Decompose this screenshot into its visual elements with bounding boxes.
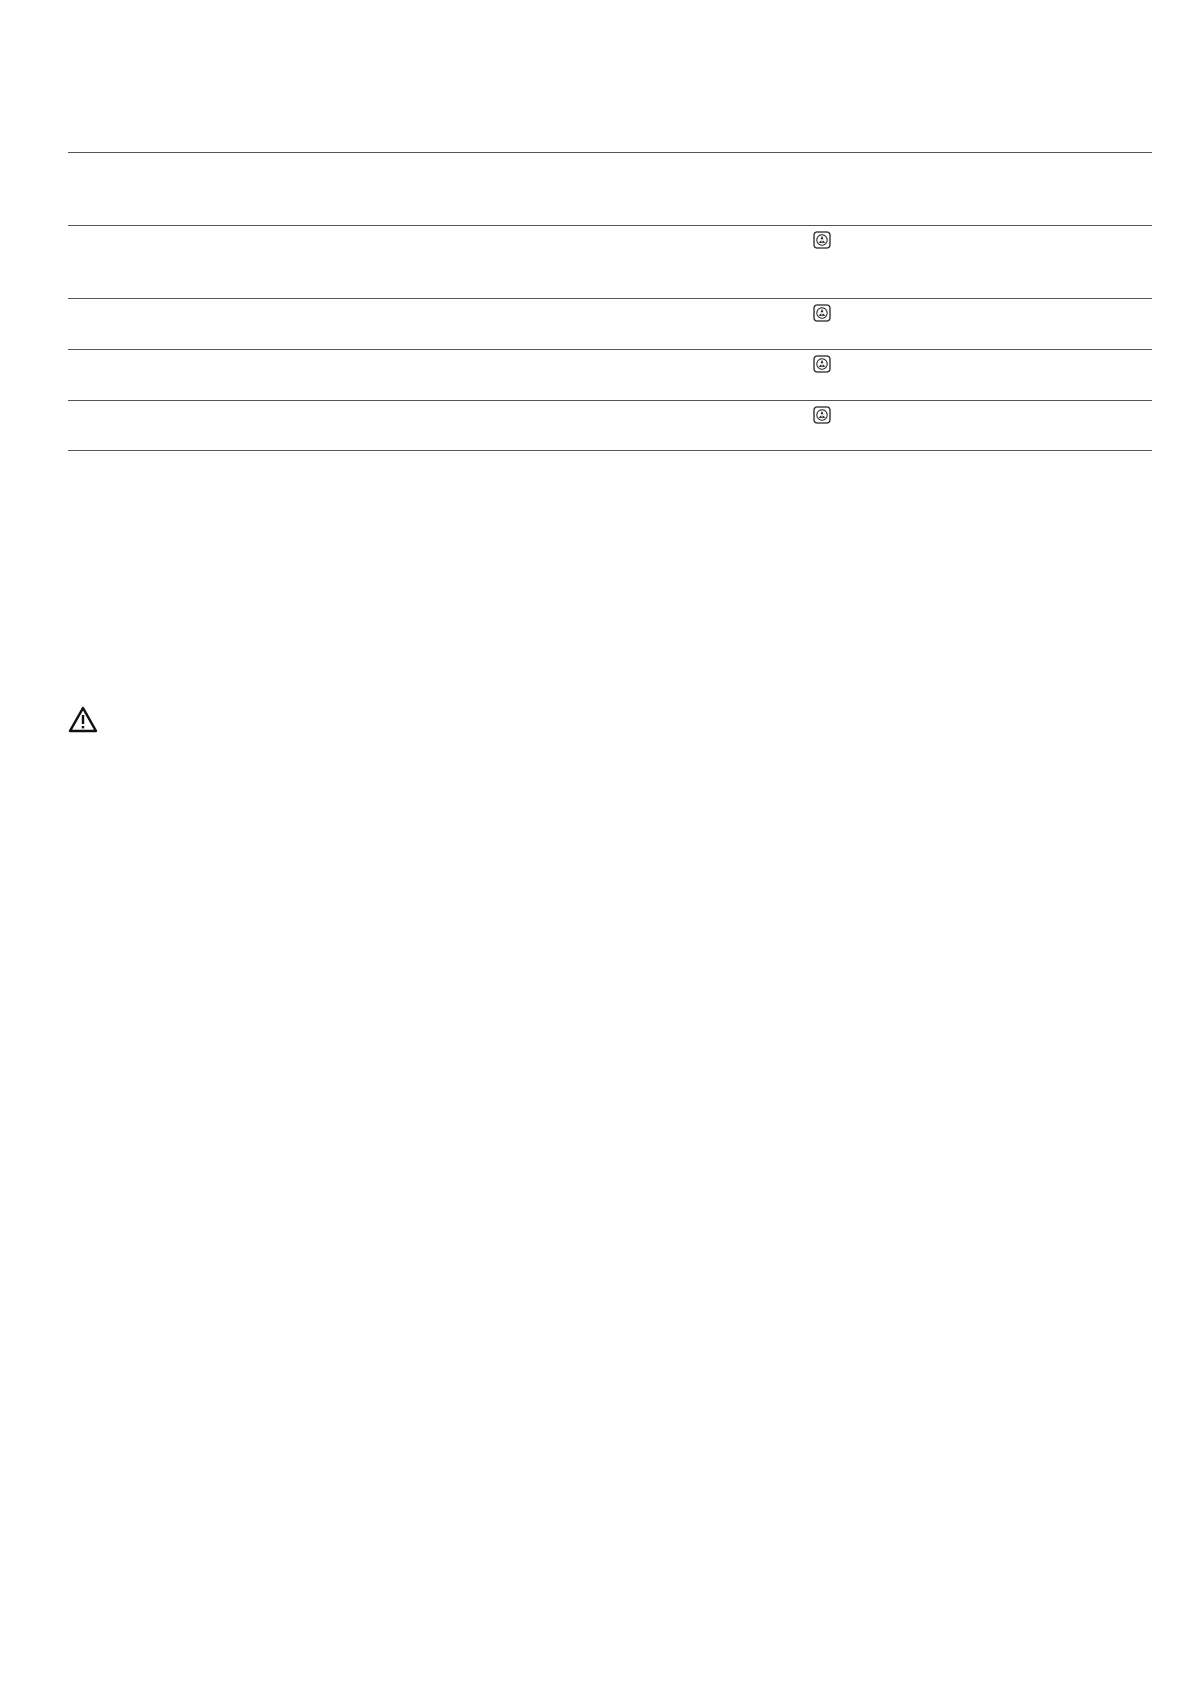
convection-fan-icon [813, 231, 831, 249]
column-separator [923, 401, 925, 450]
convection-fan-icon [813, 406, 831, 424]
table-header-row [68, 152, 1152, 225]
column-separator [923, 299, 925, 349]
table-row [68, 298, 1152, 349]
column-separator [923, 153, 925, 225]
table-row [68, 400, 1152, 451]
convection-fan-icon [813, 304, 831, 322]
column-separator [923, 350, 925, 400]
table-row [68, 225, 1152, 298]
column-separator [923, 226, 925, 298]
convection-fan-icon [813, 355, 831, 373]
warning-icon [68, 706, 98, 733]
settings-table [68, 152, 1152, 451]
table-row [68, 349, 1152, 400]
